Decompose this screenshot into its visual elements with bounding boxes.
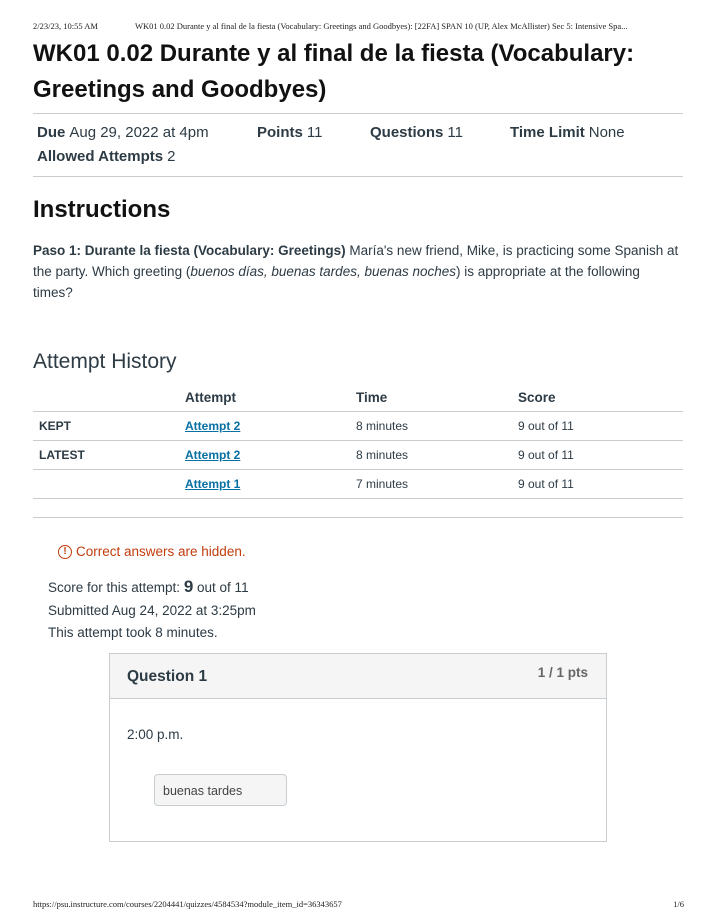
quiz-details xyxy=(37,124,683,172)
warning-icon: ! xyxy=(58,545,72,559)
column-header-score: Score xyxy=(518,384,683,411)
questions-value: 11 xyxy=(447,124,463,141)
questions-label: Questions xyxy=(370,124,444,141)
due-label: Due xyxy=(37,124,66,141)
print-doc-title: WK01 0.02 Durante y al final de la fiesta (Vocabulary: Greetings and Goodbyes): [22FA] SPAN 10 (UP, Alex McAllister) Sec 5: Intensive Spa... xyxy=(134,21,628,31)
time-limit-info xyxy=(510,124,625,141)
points-value: 11 xyxy=(306,124,323,141)
print-timestamp: 2/23/23, 10:55 AM xyxy=(33,21,98,31)
attempt-status xyxy=(33,469,185,498)
question-title: Question 1 xyxy=(127,668,208,685)
print-url: https://psu.instructure.com/courses/2204441/quizzes/4584534?module_item_id=36343657 xyxy=(33,899,342,909)
submitted-line: Submitted Aug 24, 2022 at 3:25pm xyxy=(48,602,256,618)
divider xyxy=(33,113,683,114)
divider xyxy=(33,176,683,177)
attempt-link[interactable]: Attempt 2 xyxy=(185,447,241,462)
column-header-time: Time xyxy=(356,384,518,411)
allowed-attempts-value: 2 xyxy=(167,148,176,165)
instructions-text-1: María's new friend, Mike, is practicing some Spanish at the party. Which greeting ( xyxy=(33,243,679,279)
allowed-attempts-label: Allowed Attempts xyxy=(37,148,164,165)
allowed-attempts-info xyxy=(37,148,175,165)
attempt-score: 9 out of 11 xyxy=(518,469,683,498)
table-row xyxy=(33,440,683,469)
attempt-history-table xyxy=(33,384,683,499)
score-line xyxy=(48,576,256,600)
question-card xyxy=(109,653,607,842)
attempt-summary xyxy=(48,576,256,645)
column-header-attempt: Attempt xyxy=(33,384,356,411)
attempt-time: 8 minutes xyxy=(356,411,518,440)
instructions-bold: Paso 1: Durante la fiesta (Vocabulary: Greetings) xyxy=(33,243,346,258)
attempt-time: 7 minutes xyxy=(356,469,518,498)
questions-info xyxy=(370,124,463,141)
print-header xyxy=(33,21,684,31)
attempt-status: LATEST xyxy=(33,440,185,469)
page-title: WK01 0.02 Durante y al ﬁnal de la ﬁesta (Vocabulary: Greetings and Goodbyes) xyxy=(33,40,635,103)
attempt-time: 8 minutes xyxy=(356,440,518,469)
time-limit-label: Time Limit xyxy=(510,124,585,141)
attempt-score: 9 out of 11 xyxy=(518,440,683,469)
instructions-italic: buenos días, buenas tardes, buenas noches xyxy=(190,264,457,279)
score-suffix: out of 11 xyxy=(193,580,249,595)
points-info xyxy=(257,124,322,141)
alert-text: Correct answers are hidden. xyxy=(76,544,246,559)
hidden-answers-alert xyxy=(58,544,246,559)
instructions-text-2: ) is appropriate at the following times? xyxy=(33,264,640,300)
question-points: 1 / 1 pts xyxy=(537,665,588,680)
print-page-number: 1/6 xyxy=(673,899,684,909)
attempt-history-heading: Attempt History xyxy=(33,350,177,373)
instructions-heading: Instructions xyxy=(33,196,171,223)
due-value: Aug 29, 2022 at 4pm xyxy=(69,124,209,141)
table-row xyxy=(33,469,683,498)
time-limit-value: None xyxy=(588,124,625,141)
question-header xyxy=(110,654,606,699)
table-row xyxy=(33,411,683,440)
attempt-link[interactable]: Attempt 2 xyxy=(185,418,241,433)
attempt-status: KEPT xyxy=(33,411,185,440)
points-label: Points xyxy=(257,124,303,141)
attempt-score: 9 out of 11 xyxy=(518,411,683,440)
answer-field: buenas tardes xyxy=(154,774,287,806)
question-text: 2:00 p.m. xyxy=(127,727,184,742)
score-value: 9 xyxy=(183,577,194,596)
duration-line: This attempt took 8 minutes. xyxy=(48,625,218,640)
score-prefix: Score for this attempt: xyxy=(48,580,184,595)
due-info xyxy=(37,124,209,141)
print-footer xyxy=(33,899,684,909)
instructions-text xyxy=(33,240,683,303)
attempt-link[interactable]: Attempt 1 xyxy=(185,476,241,491)
divider xyxy=(33,517,683,518)
